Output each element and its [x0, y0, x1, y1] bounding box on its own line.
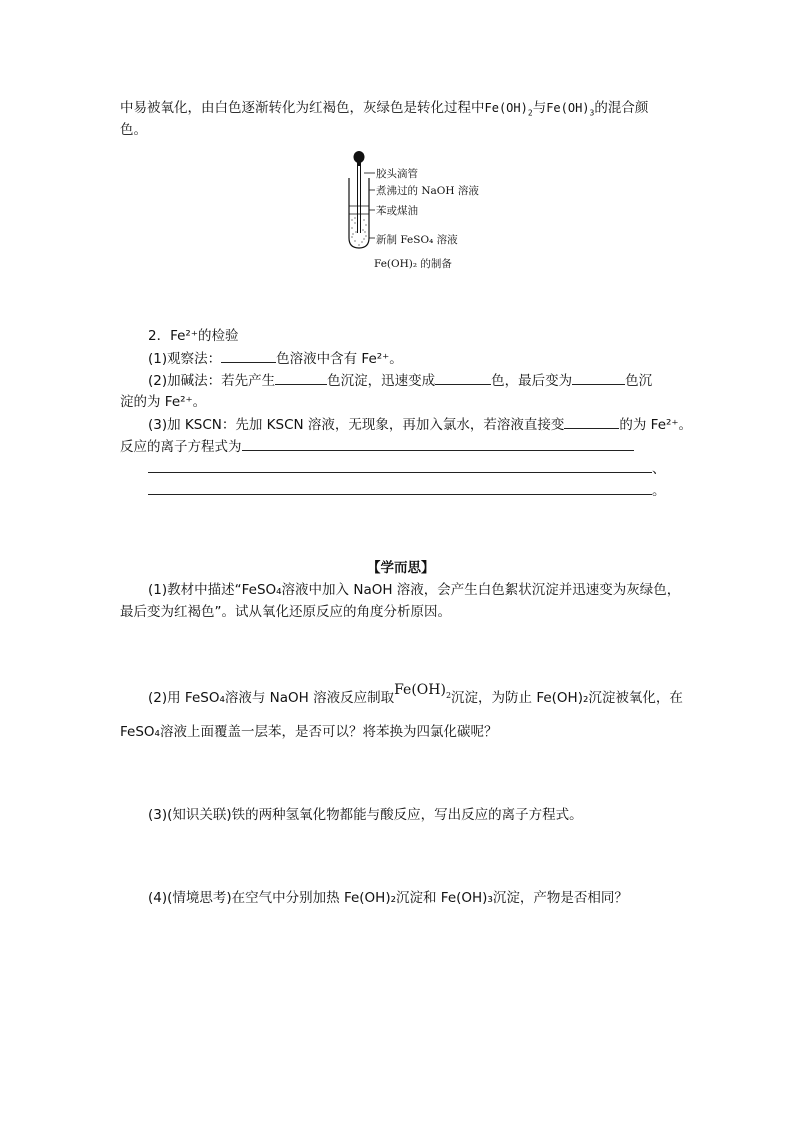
item-2-text-d: 色沉 — [625, 373, 653, 389]
item-3 — [148, 413, 692, 436]
q2-text-b: 沉淀，为防止 Fe(OH)₂沉淀被氧化，在 — [451, 690, 683, 706]
blank-1[interactable] — [221, 347, 276, 363]
figure-caption: Fe(OH)₂ 的制备 — [374, 258, 452, 270]
question-2-line-2: FeSO₄溶液上面覆盖一层苯，是否可以？将苯换为四氯化碳呢？ — [120, 724, 498, 740]
apparatus-figure — [340, 148, 490, 273]
separator-period: 。 — [652, 483, 666, 499]
item-2-cont: 淀的为 Fe²⁺。 — [120, 394, 207, 410]
item-3-equation-line — [120, 435, 634, 458]
item-3-text: 的为 Fe²⁺。 — [619, 417, 693, 433]
q2-formula: $Fe(OH)_2$ — [394, 682, 452, 700]
item-2 — [148, 369, 652, 392]
intro-conj: 与 — [532, 100, 547, 116]
dropper-neck — [357, 162, 361, 166]
equation-line-3 — [148, 479, 666, 502]
item-1-label: (1)观察法： — [148, 351, 222, 367]
dropper-bulb — [354, 151, 365, 163]
blank-5[interactable] — [564, 413, 619, 429]
section-2-title: 2．Fe²⁺的检验 — [148, 328, 239, 344]
intro-line-1 — [120, 97, 648, 124]
q2-text-a: (2)用 FeSO₄溶液与 NaOH 溶液反应制取 — [148, 690, 395, 706]
question-3: (3)(知识关联)铁的两种氢氧化物都能与酸反应，写出反应的离子方程式。 — [148, 807, 583, 823]
item-2-text-c: 色，最后变为 — [491, 373, 573, 389]
blank-2[interactable] — [275, 369, 327, 385]
item-3-label: (3)加 KSCN：先加 KSCN 溶液，无现象，再加入氯水，若溶液直接变 — [148, 417, 565, 433]
item-1 — [148, 347, 403, 370]
formula-fe-oh-2: $Fe(OH)_2$ — [484, 101, 533, 118]
equation-line-2 — [148, 457, 666, 480]
item-2-text-b: 色沉淀，迅速变成 — [327, 373, 436, 389]
question-2-line-1 — [148, 684, 683, 718]
label-benzene-kerosene: 苯或煤油 — [376, 205, 418, 217]
equation-label: 反应的离子方程式为 — [120, 439, 242, 455]
blank-3[interactable] — [435, 369, 491, 385]
feso4-solution — [351, 217, 366, 245]
item-2-label: (2)加碱法：若先产生 — [148, 373, 276, 389]
label-feso4-solution: 新制 FeSO₄ 溶液 — [376, 234, 458, 246]
question-1-line-1: (1)教材中描述“FeSO₄溶液中加入 NaOH 溶液，会产生白色絮状沉淀并迅速变为灰绿色， — [148, 582, 681, 598]
label-dropper: 胶头滴管 — [376, 168, 418, 180]
intro-end: 的混合颜 — [594, 100, 649, 116]
intro-text: 中易被氧化，由白色逐渐转化为红褐色，灰绿色是转化过程中 — [120, 100, 485, 116]
reflection-title: 【学而思】 — [367, 560, 435, 576]
intro-line-2: 色。 — [120, 122, 147, 138]
question-4: (4)(情境思考)在空气中分别加热 Fe(OH)₂沉淀和 Fe(OH)₃沉淀，产物是否相同？ — [148, 890, 628, 906]
label-naoh-solution: 煮沸过的 NaOH 溶液 — [376, 185, 479, 197]
blank-8[interactable] — [148, 479, 652, 495]
blank-4[interactable] — [572, 369, 625, 385]
blank-7[interactable] — [148, 457, 652, 473]
item-1-text: 色溶液中含有 Fe²⁺。 — [276, 351, 403, 367]
separator-comma: 、 — [652, 461, 666, 477]
question-1-line-2: 最后变为红褐色”。试从氧化还原反应的角度分析原因。 — [120, 604, 451, 620]
formula-fe-oh-3: $Fe(OH)_3$ — [546, 101, 595, 118]
blank-6[interactable] — [242, 435, 634, 451]
